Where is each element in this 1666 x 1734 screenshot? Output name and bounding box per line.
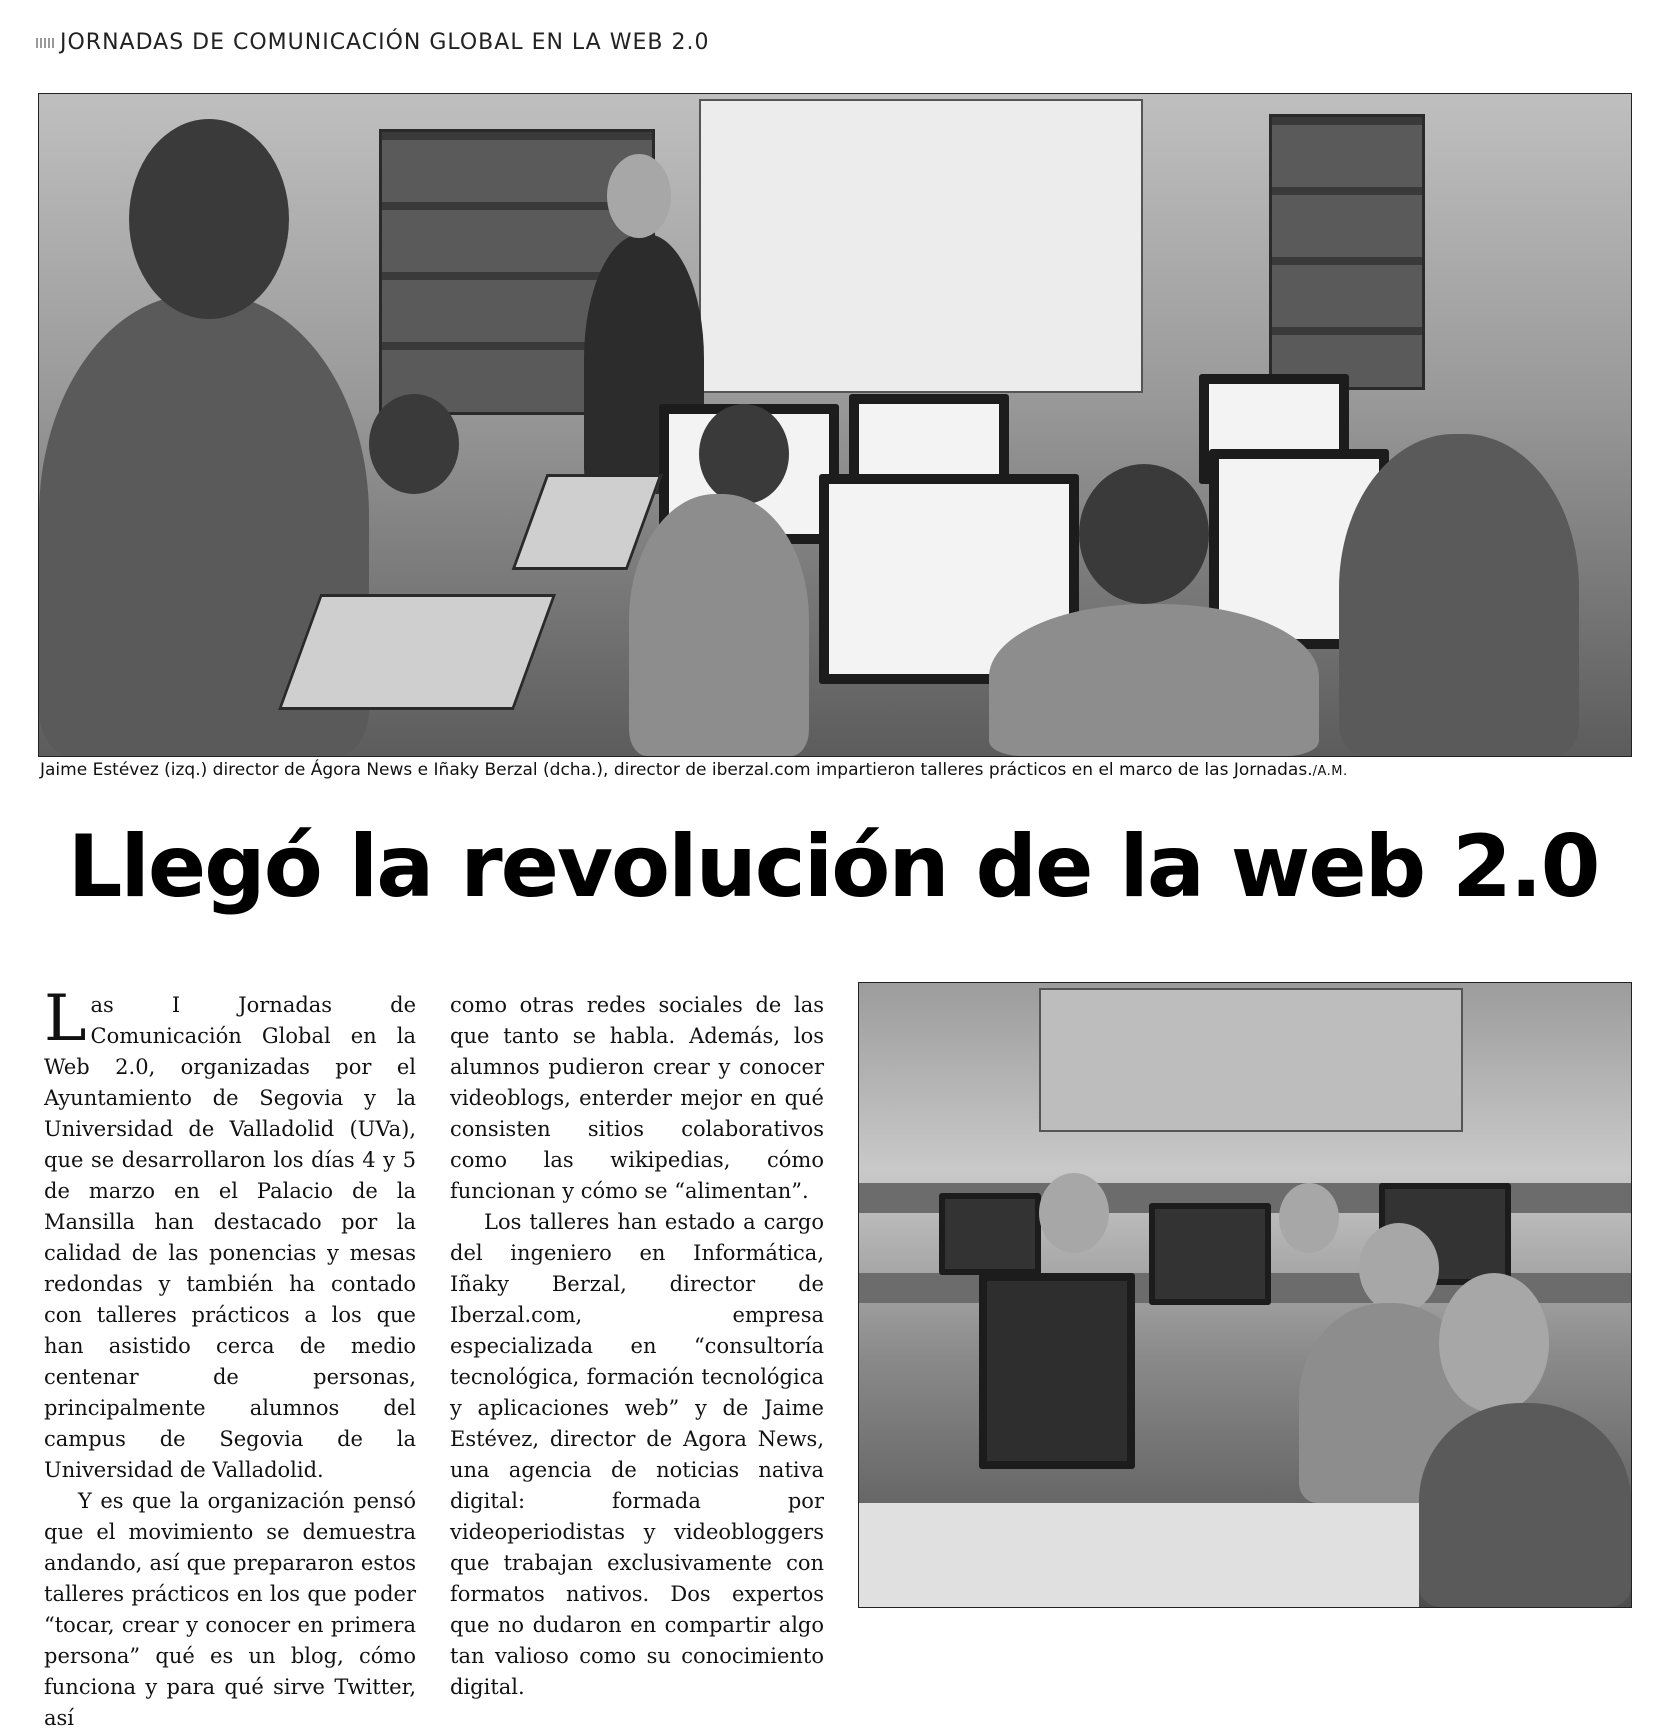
caption-text: Jaime Estévez (izq.) director de Ágora News e Iñaky Berzal (dcha.), director de iberzal.com impartieron talleres prácticos en el marco de las Jornadas. <box>40 760 1313 780</box>
paragraph: Las I Jornadas de Comunicación Global en la Web 2.0, organizadas por el Ayuntamiento de Segovia y la Universidad de Valladolid (UVa), que se desarrollaron los días 4 y 5 de marzo en el Palacio de la Mansilla han destacado por la calidad de las ponencias y mesas redondas y también ha contado con talleres prácticos a los que han asistido cerca de medio centenar de personas, principalmente alumnos del campus de Segovia de la Universidad de Valladolid. <box>44 982 416 1482</box>
student-head <box>699 404 789 504</box>
paragraph: como otras redes sociales de las que tanto se habla. Además, los alumnos pudieron crear y conocer videoblogs, enterder mejor en qué consisten sitios colaborativos como las wikipedias, cómo funcionan y cómo se “alimentan”. <box>450 993 824 1203</box>
desk-foreground <box>859 1503 1419 1607</box>
student-right <box>1339 434 1579 756</box>
speaker-head <box>129 119 289 319</box>
article-column-2 <box>450 990 824 1703</box>
student-head <box>1359 1223 1439 1313</box>
laptop-keyboard <box>278 594 556 710</box>
photo-caption <box>40 760 1630 780</box>
photo-workshop-top <box>38 93 1632 757</box>
photo-workshop-bottom <box>858 982 1632 1608</box>
presenter-head <box>607 154 671 238</box>
whiteboard <box>1039 988 1463 1132</box>
student-right <box>1419 1403 1631 1607</box>
whiteboard <box>699 99 1143 393</box>
student-head <box>1279 1183 1339 1253</box>
student-head <box>369 394 459 494</box>
section-marker-icon <box>36 38 54 48</box>
monitor-foreground <box>979 1273 1135 1469</box>
drop-cap: L <box>44 982 87 1056</box>
student-head <box>1079 464 1209 604</box>
student <box>629 494 809 756</box>
article-column-1 <box>44 982 416 1734</box>
bookshelf-right <box>1269 114 1425 390</box>
paragraph: Y es que la organización pensó que el movimiento se demuestra andando, así que prepararon estos talleres prácticos en los que poder “tocar, crear y conocer en primera persona” qué es un blog, cómo funciona y para qué sirve Twitter, así <box>44 1489 416 1730</box>
monitor <box>1149 1203 1271 1305</box>
section-title: JORNADAS DE COMUNICACIÓN GLOBAL EN LA WEB 2.0 <box>60 30 710 55</box>
paragraph: Los talleres han estado a cargo del ingeniero en Informática, Iñaky Berzal, director de Iberzal.com, empresa especializada en “consultoría tecnológica, formación tecnológica y aplicaciones web” y de Jaime Estévez, director de Agora News, una agencia de noticias nativa digital: formada por videoperiodistas y videobloggers que trabajan exclusivamente con formatos nativos. Dos expertos que no dudaron en compartir algo tan valioso como su conocimiento digital. <box>450 1210 824 1699</box>
student-head <box>1039 1173 1109 1253</box>
student-head <box>1439 1273 1549 1413</box>
photo-credit: /A.M. <box>1312 764 1348 779</box>
section-header <box>36 30 709 55</box>
headline: Llegó la revolución de la web 2.0 <box>67 817 1599 917</box>
monitor <box>939 1193 1041 1275</box>
student <box>989 604 1319 756</box>
